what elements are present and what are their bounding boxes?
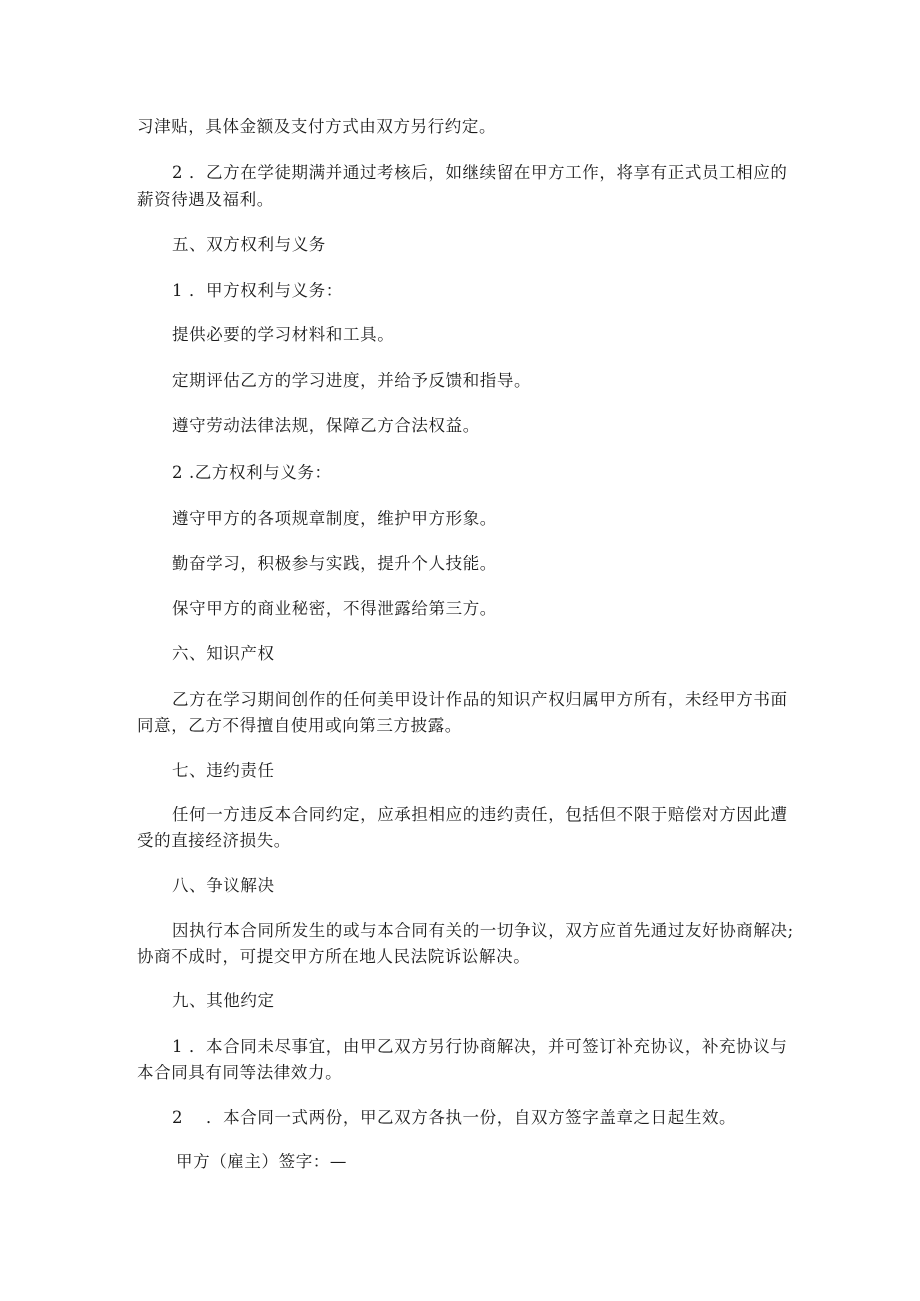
section-heading: 八、争议解决 — [172, 876, 275, 895]
clause-item: 2 ．乙方在学徒期满并通过考核后，如继续留在甲方工作，将享有正式员工相应的 — [172, 163, 788, 182]
paragraph-line: 因执行本合同所发生的或与本合同有关的一切争议，双方应首先通过友好协商解决; — [172, 921, 794, 940]
paragraph-line: 同意，乙方不得擅自使用或向第三方披露。 — [137, 716, 462, 735]
list-item: 遵守劳动法律法规，保障乙方合法权益。 — [172, 416, 480, 435]
list-item: 遵守甲方的各项规章制度，维护甲方形象。 — [172, 509, 497, 528]
signature-line: 甲方（雇主）签字：— — [176, 1152, 347, 1171]
paragraph-line: 本合同具有同等法律效力。 — [137, 1063, 343, 1082]
clause-item: 2 ．本合同一式两份，甲乙双方各执一份，自双方签字盖章之日起生效。 — [172, 1108, 737, 1127]
section-heading: 五、双方权利与义务 — [172, 235, 326, 254]
section-heading: 七、违约责任 — [172, 761, 275, 780]
list-item: 提供必要的学习材料和工具。 — [172, 325, 395, 344]
subsection-heading: 2 .乙方权利与义务： — [172, 463, 332, 482]
list-item: 勤奋学习，积极参与实践，提升个人技能。 — [172, 554, 497, 573]
subsection-heading: 1 ．甲方权利与义务： — [172, 281, 343, 300]
paragraph-line: 乙方在学习期间创作的任何美甲设计作品的知识产权归属甲方所有，未经甲方书面 — [172, 690, 788, 709]
paragraph-line: 习津贴，具体金额及支付方式由双方另行约定。 — [137, 117, 497, 136]
list-item: 保守甲方的商业秘密，不得泄露给第三方。 — [172, 599, 497, 618]
list-item: 定期评估乙方的学习进度，并给予反馈和指导。 — [172, 371, 532, 390]
clause-item: 1 ．本合同未尽事宜，由甲乙双方另行协商解决，并可签订补充协议，补充协议与 — [172, 1037, 788, 1056]
paragraph-line: 任何一方违反本合同约定，应承担相应的违约责任，包括但不限于赔偿对方因此遭 — [172, 805, 788, 824]
section-heading: 六、知识产权 — [172, 644, 275, 663]
section-heading: 九、其他约定 — [172, 991, 275, 1010]
paragraph-line: 薪资待遇及福利。 — [137, 190, 274, 209]
paragraph-line: 协商不成时，可提交甲方所在地人民法院诉讼解决。 — [137, 947, 531, 966]
paragraph-line: 受的直接经济损失。 — [137, 831, 291, 850]
